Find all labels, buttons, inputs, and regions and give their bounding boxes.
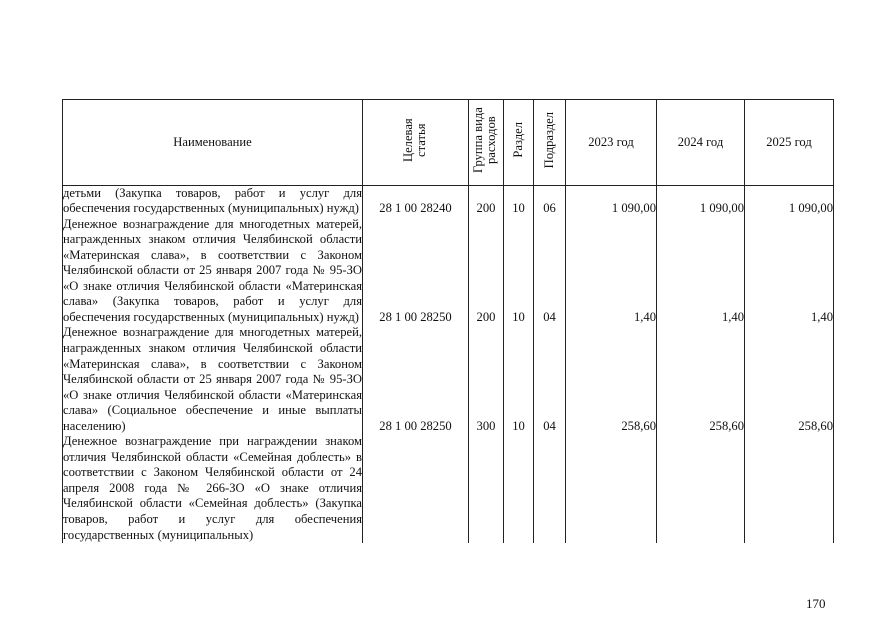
row-2024: [657, 434, 745, 543]
row-target-article: 28 1 00 28250: [363, 217, 469, 326]
row-target-article: 28 1 00 28240: [363, 185, 469, 217]
row-subsection: [534, 434, 566, 543]
row-expense-group: 200: [469, 185, 504, 217]
row-2024: 1,40: [657, 217, 745, 326]
header-name: Наименование: [63, 100, 363, 186]
row-section: 10: [504, 325, 534, 434]
row-target-article: [363, 434, 469, 543]
row-name: детьми (Закупка товаров, работ и услуг для обеспечения государственных (муниципальных) нужд): [63, 185, 362, 216]
row-expense-group: 200: [469, 217, 504, 326]
row-section: [504, 434, 534, 543]
row-name: Денежное вознаграждение для многодетных матерей, награжденных знаком отличия Челябинской области «Материнская слава», в соответствии с Законом Челябинской области от 25 января 2007 года № 95-ЗО «О знаке отличия Челябинской области «Материнская слава» (Закупка товаров, работ и услуг для обеспечения государственных (муниципальных) нужд): [63, 216, 362, 324]
row-2024: 258,60: [657, 325, 745, 434]
row-subsection: 04: [534, 325, 566, 434]
row-2025: 1,40: [745, 217, 834, 326]
row-expense-group: [469, 434, 504, 543]
row-2025: 1 090,00: [745, 185, 834, 217]
row-subsection: 06: [534, 185, 566, 217]
table-row: [63, 325, 834, 434]
header-2024: 2024 год: [657, 100, 745, 186]
page-number: 170: [806, 596, 826, 611]
row-target-article: 28 1 00 28250: [363, 325, 469, 434]
row-2023: 1,40: [566, 217, 657, 326]
row-section: 10: [504, 185, 534, 217]
table-row: [63, 185, 834, 217]
row-2023: 1 090,00: [566, 185, 657, 217]
header-expense-group: Группа вида расходов: [469, 100, 504, 186]
budget-table: [62, 99, 834, 543]
row-name: Денежное вознаграждение для многодетных матерей, награжденных знаком отличия Челябинской области «Материнская слава», в соответствии с Законом Челябинской области от 25 января 2007 года № 95-ЗО «О знаке отличия Челябинской области «Материнская слава» (Социальное обеспечение и иные выплаты населению): [63, 325, 362, 433]
row-name: Денежное вознаграждение при награждении знаком отличия Челябинской области «Семейная доблесть» в соответствии с Законом Челябинской области от 24 апреля 2008 года № 266-ЗО «О знаке отличия Челябинской области «Семейная доблесть» (Закупка товаров, работ и услуг для обеспечения государственных (муниципальных): [63, 434, 362, 542]
header-2025: 2025 год: [745, 100, 834, 186]
table-row: [63, 217, 834, 326]
row-section: 10: [504, 217, 534, 326]
row-2025: [745, 434, 834, 543]
table-header-row: [63, 100, 834, 186]
header-2023: 2023 год: [566, 100, 657, 186]
row-expense-group: 300: [469, 325, 504, 434]
row-2024: 1 090,00: [657, 185, 745, 217]
row-2023: 258,60: [566, 325, 657, 434]
header-section: Раздел: [504, 100, 534, 186]
header-subsection: Подраздел: [534, 100, 566, 186]
header-target-article: Целевая статья: [363, 100, 469, 186]
row-subsection: 04: [534, 217, 566, 326]
row-2023: [566, 434, 657, 543]
table-row: [63, 434, 834, 543]
row-2025: 258,60: [745, 325, 834, 434]
